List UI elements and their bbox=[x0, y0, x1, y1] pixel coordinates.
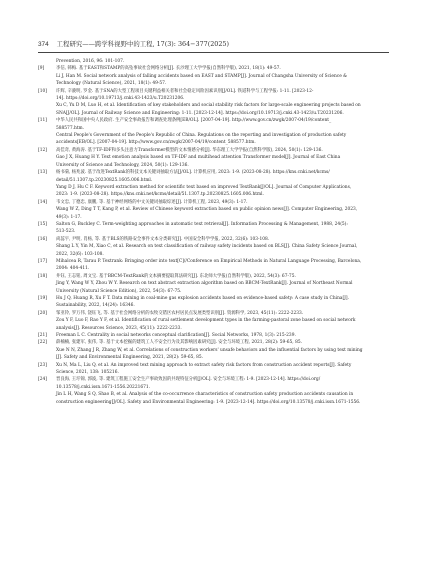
reference-line: Xu N, Ma L, Liu Q, et al. An improved text mining approach to extract safety risk factors from construction accident reports[J]. Safety bbox=[56, 362, 352, 368]
reference-line: Wang W Z, Ding T T, Kang P, et al. Review of Chinese keyword extraction based on public opinion news[J]. Computer Engineering, 2023, bbox=[56, 207, 358, 213]
reference-list bbox=[38, 58, 389, 406]
reference-entry bbox=[38, 117, 389, 147]
header-rule bbox=[38, 52, 389, 53]
reference-line: SNA[J/OL]. Journal of Railway Science and Engineering: 1-11. [2023-12-14]. https://doi.org/10.19713/j.cnki.43-1423/u.T20231206. bbox=[56, 110, 344, 116]
reference-entry bbox=[38, 339, 389, 361]
reference-number: [15] bbox=[38, 221, 47, 227]
reference-line: accidents[EB/OL]. [2007-04-19]. http://www.gov.cn/zwgk/2007-04/19/content_588577.htm. bbox=[56, 140, 256, 146]
reference-line: 2023: 1-9. (2023-08-28). https://kns.cnki.net/kcms/detail/51.1307.tp.20230825.1605.006.html. bbox=[56, 192, 264, 198]
reference-number: [20] bbox=[38, 310, 47, 316]
reference-line: Shang L Y, Yin M, Xiao C, et al. Research on text classification of railway safety incidents based on BLS[J]. China Safety Science Journal, bbox=[56, 244, 358, 250]
reference-entry bbox=[38, 376, 389, 406]
reference-line: Jing Y, Wang W Y, Zhou W Y. Research on text abstract extraction algorithm based on BBCM-TextRank[J]. Journal of Northeast Normal bbox=[56, 281, 353, 287]
reference-line: 晋良海, 王圩锦, 郭波, 等. 建筑工程施工安全生产事故致因的共现特征分析[J/OL]. 安全与环境工程: 1-9. [2023-12-14]. https://doi.org/ bbox=[56, 377, 321, 383]
reference-line: 许辉, 辛骏明, 罗金. 基于SNA的大型工程项目关键利益相关者和社会稳定风险因素识别[J/OL]. 铁道科学与工程学报: 1-11. [2023-12- bbox=[56, 88, 314, 94]
reference-line: Li J, Han M. Social network analysis of falling accidents based on EAST and STAMP[J]. Journal of Changsha University of Science & bbox=[56, 73, 348, 79]
reference-entry bbox=[38, 58, 389, 65]
reference-entry bbox=[38, 221, 389, 236]
reference-line: 高佳奇, 黄海涛. 基于TF-IDF和多头注意力Transformer模型的文本情感分析[J]. 华东理工大学学报(自然科学版), 2024, 50(1): 129-136. bbox=[56, 147, 323, 153]
reference-line: Prevention, 2016, 96: 101-107. bbox=[56, 59, 125, 64]
reference-line: Technology (Natural Science), 2021, 18(1): 49-57. bbox=[56, 81, 167, 87]
reference-number: [21] bbox=[38, 333, 47, 339]
reference-number: [18] bbox=[38, 273, 47, 279]
reference-line: Yang D J, Hu C F. Keyword extraction method for scientific text based on improved TextRank[J/OL]. Journal of Computer Applications, bbox=[56, 184, 352, 190]
reference-line: construction engineering[J/OL]. Safety and Environmental Engineering: 1-9. [2023-12-14]. https://doi.org/10.13578/j.cnki.issn.1671-1556. bbox=[56, 399, 361, 405]
reference-entry bbox=[38, 88, 389, 118]
reference-line: 49(3): 1-17. bbox=[56, 214, 82, 220]
reference-entry bbox=[38, 236, 389, 258]
reference-line: 588577.htm. bbox=[56, 125, 85, 131]
reference-number: [16] bbox=[38, 236, 47, 242]
reference-line: 薛楠楠, 张建军, 张伟, 等. 基于文本挖掘的建筑工人不安全行为及其影响因素研究[J]. 安全与环境工程, 2021, 28(2): 59-65, 85. bbox=[56, 340, 302, 346]
reference-number: [11] bbox=[38, 118, 47, 124]
running-header bbox=[38, 40, 389, 49]
reference-number: [14] bbox=[38, 199, 47, 205]
reference-number: [10] bbox=[38, 88, 47, 94]
reference-entry bbox=[38, 199, 389, 221]
reference-line: Mihalcea R, Tarau P. Textrank: Bringing order into text[C]//Conference on Empirical Methods in Natural Language Processing, Barcelona, bbox=[56, 258, 362, 264]
journal-title: 工程研究——跨学科视野中的工程, 17(3): 364−377(2025) bbox=[56, 40, 229, 48]
reference-line: 邹亚铃, 罗万伟, 饶钰飞, 等. 基于社会网络分析的农牧交错区农村居民点发展类型识别[J]. 资源科学, 2023, 45(11): 2222-2233. bbox=[56, 310, 304, 316]
reference-line: Xue N N, Zhang J R, Zhang W, et al. Correlations of construction workers' unsafe behaviors and the influential factors by using text mining bbox=[56, 347, 363, 353]
reference-number: [22] bbox=[38, 340, 47, 346]
reference-number: [19] bbox=[38, 296, 47, 301]
reference-line: Jin L H, Wang S Q, Shao B, et al. Analysis of the co-occurrence characteristics of construction safety production accidents causation in bbox=[56, 392, 354, 398]
reference-line: [J]. Safety and Environmental Engineering, 2021, 28(2): 59-65, 85. bbox=[56, 355, 204, 361]
reference-line: 2004: 404-411. bbox=[56, 266, 90, 272]
reference-number: [23] bbox=[38, 362, 47, 368]
reference-number: [17] bbox=[38, 258, 47, 264]
reference-number: [24] bbox=[38, 377, 47, 383]
reference-line: 杨书菊, 杨兆波. 基于改进TextRank的科技文本关键词抽取方法[J/OL]. 计算机应用, 2023: 1-9. (2023-08-28). https://kns.cnki.net/kcms/ bbox=[56, 170, 330, 176]
reference-entry bbox=[38, 273, 389, 295]
reference-line: 513-523. bbox=[56, 229, 76, 235]
reference-line: Hu J Q, Huang R, Xu F T. Data mining in coal-mine gas explosion accidents based on evidence-based safety: A case study in China[J]. bbox=[56, 296, 349, 301]
reference-entry bbox=[38, 332, 389, 339]
reference-line: Central People's Government of the People's Republic of China. Regulations on the reporting and investigation of production safety bbox=[56, 133, 347, 139]
reference-line: Gao J X, Huang H Y. Text emotion analysis based on TF-IDF and multihead attention Transformer model[J]. Journal of East China bbox=[56, 155, 341, 161]
reference-line: University (Natural Science Edition), 2022, 54(3): 67-75. bbox=[56, 288, 182, 294]
reference-line: Science, 2021, 138: 105216. bbox=[56, 370, 119, 376]
reference-entry bbox=[38, 310, 389, 332]
reference-line: 14]. https://doi.org/10.19713/j.cnki.43-1423/u.T20231206. bbox=[56, 96, 185, 102]
reference-line: Freeman L C. Centrality in social networks conceptual clarification[J]. Social Networks, 1978, 1(3): 215-239. bbox=[56, 333, 296, 339]
reference-entry bbox=[38, 295, 389, 310]
reference-entry bbox=[38, 169, 389, 199]
reference-entry bbox=[38, 147, 389, 169]
reference-entry bbox=[38, 258, 389, 273]
reference-line: Xu C, Yu D M, Luo H, et al. Identification of key stakeholders and social stability risk factors for large-scale engineering projects based on bbox=[56, 103, 361, 109]
reference-line: 中华人民共和国中央人民政府. 生产安全事故报告和调查处理条例[EB/OL]. [2007-04-19]. http://www.gov.cn/zwgk/2007-04/19/content_ bbox=[56, 118, 332, 124]
reference-line: Salton G, Buckley C. Term-weighting approaches in automatic text retrieval[J]. Information Processing & Management, 1988, 24(5): bbox=[56, 221, 348, 227]
reference-number: [13] bbox=[38, 170, 47, 176]
reference-line: 井钰, 王志铭, 周文宝. 基于BBCM-TextRank的文本摘要提取算法研究[J]. 东北师大学报(自然科学版), 2022, 54(3): 67-75. bbox=[56, 273, 296, 279]
reference-entry bbox=[38, 65, 389, 87]
reference-line: Zou Y F, Luo F, Rao Y F, et al. Identification of rural settlement development types in the farming-pastoral zone based on social network bbox=[56, 318, 356, 324]
reference-line: 2022, 32(6): 103-108. bbox=[56, 251, 104, 257]
reference-line: 韦文忠, 丁德忠, 康鹏, 等. 基于神经网络的中文关键词抽取综述[J]. 计算机工程, 2023, 49(3): 1-17. bbox=[56, 199, 248, 205]
reference-number: [12] bbox=[38, 147, 47, 153]
page-number: 374 bbox=[38, 41, 49, 48]
reference-number: [9] bbox=[38, 66, 45, 72]
reference-line: 尚蕊宇, 尹明, 肖杨, 等. 基于BLS的铁路安全事件文本分类研究[J]. 中国安全科学学报, 2022, 32(6): 103-108. bbox=[56, 236, 270, 242]
reference-line: 李信, 韩梅. 基于EAST和STAMP的高坠事故社会网络分析[J]. 长沙理工大学学报(自然科学版), 2021, 18(1): 49-57. bbox=[56, 66, 281, 72]
reference-line: detail/51.1307.tp.20230825.1605.006.html. bbox=[56, 177, 153, 183]
reference-line: University of Science and Technology, 2024, 50(1): 129-136. bbox=[56, 162, 189, 168]
reference-line: 10.13578/j.cnki.issn.1671-1556.20221671. bbox=[56, 384, 151, 390]
reference-line: analysis[J]. Resources Science, 2023, 45(11): 2222-2233. bbox=[56, 325, 182, 331]
reference-entry bbox=[38, 362, 389, 377]
reference-line: Sustainability, 2022, 14(24): 16346. bbox=[56, 303, 135, 309]
